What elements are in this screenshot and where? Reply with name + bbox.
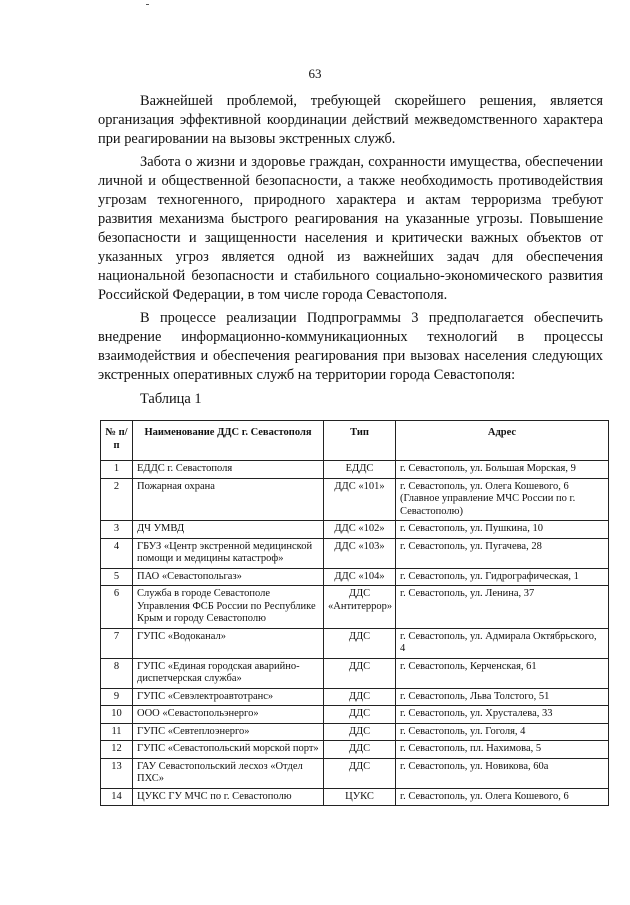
cell-name: ЦУКС ГУ МЧС по г. Севастополю xyxy=(133,788,324,806)
cell-name: Служба в городе Севастополе Управления ФСБ России по Республике Крым и городу Севастополю xyxy=(133,586,324,629)
cell-address: г. Севастополь, ул. Гидрографическая, 1 xyxy=(396,568,609,586)
cell-name: ГУПС «Единая городская аварийно-диспетчерская служба» xyxy=(133,658,324,688)
dds-table xyxy=(100,420,609,806)
cell-number: 4 xyxy=(101,538,133,568)
cell-number: 14 xyxy=(101,788,133,806)
cell-address: г. Севастополь, ул. Ленина, 37 xyxy=(396,586,609,629)
cell-type: ДДС xyxy=(324,658,396,688)
cell-address: г. Севастополь, ул. Новикова, 60а xyxy=(396,758,609,788)
page-number: 63 xyxy=(308,66,322,81)
table-row xyxy=(101,568,609,586)
cell-address: г. Севастополь, Керченская, 61 xyxy=(396,658,609,688)
header-address: Адрес xyxy=(396,421,609,461)
cell-address: г. Севастополь, ул. Гоголя, 4 xyxy=(396,723,609,741)
cell-number: 12 xyxy=(101,741,133,759)
table-row xyxy=(101,723,609,741)
cell-number: 6 xyxy=(101,586,133,629)
cell-type: ДДС «Антитеррор» xyxy=(324,586,396,629)
table-row xyxy=(101,521,609,539)
paragraph-1: Важнейшей проблемой, требующей скорейшего решения, является организация эффективной координации действий межведомственного характера при реагировании на вызовы экстренных служб. xyxy=(98,93,603,147)
table-row xyxy=(101,788,609,806)
cell-address: г. Севастополь, Льва Толстого, 51 xyxy=(396,688,609,706)
cell-name: ГУПС «Севастопольский морской порт» xyxy=(133,741,324,759)
table-row xyxy=(101,741,609,759)
cell-name: ГУПС «Севэлектроавтотранс» xyxy=(133,688,324,706)
table-row xyxy=(101,706,609,724)
cell-name: ГАУ Севастопольский лесхоз «Отдел ПХС» xyxy=(133,758,324,788)
cell-name: ООО «Севастопольэнерго» xyxy=(133,706,324,724)
cell-number: 10 xyxy=(101,706,133,724)
cell-type: ДДС xyxy=(324,758,396,788)
cell-type: ДДС «104» xyxy=(324,568,396,586)
cell-address: г. Севастополь, ул. Олега Кошевого, 6 xyxy=(396,788,609,806)
table-row xyxy=(101,658,609,688)
cell-address: г. Севастополь, ул. Пугачева, 28 xyxy=(396,538,609,568)
cell-number: 2 xyxy=(101,478,133,521)
cell-address: г. Севастополь, ул. Олега Кошевого, 6 (Главное управление МЧС России по г. Севастополю) xyxy=(396,478,609,521)
cell-address: г. Севастополь, пл. Нахимова, 5 xyxy=(396,741,609,759)
cell-type: ДДС xyxy=(324,628,396,658)
cell-type: ДДС «103» xyxy=(324,538,396,568)
cell-type: ЦУКС xyxy=(324,788,396,806)
cell-type: ДДС xyxy=(324,688,396,706)
cell-type: ДДС «101» xyxy=(324,478,396,521)
table-row xyxy=(101,586,609,629)
cell-type: ЕДДС xyxy=(324,461,396,479)
table-header-row xyxy=(101,421,609,461)
cell-number: 5 xyxy=(101,568,133,586)
scan-speck xyxy=(146,4,149,5)
cell-number: 8 xyxy=(101,658,133,688)
cell-type: ДДС xyxy=(324,706,396,724)
cell-number: 7 xyxy=(101,628,133,658)
cell-address: г. Севастополь, ул. Адмирала Октябрьского, 4 xyxy=(396,628,609,658)
cell-type: ДДС xyxy=(324,723,396,741)
cell-name: ГУПС «Водоканал» xyxy=(133,628,324,658)
cell-number: 11 xyxy=(101,723,133,741)
table-row xyxy=(101,628,609,658)
table-row xyxy=(101,758,609,788)
cell-name: ГБУЗ «Центр экстренной медицинской помощи и медицины катастроф» xyxy=(133,538,324,568)
table-row xyxy=(101,538,609,568)
paragraph-3: В процессе реализации Подпрограммы 3 предполагается обеспечить внедрение информационно-коммуникационных технологий в процессы взаимодействия и обеспечения реагирования при вызовах населения следующих экстренных оперативных служб на территории города Севастополя: xyxy=(98,310,603,383)
header-type: Тип xyxy=(324,421,396,461)
body-text xyxy=(98,92,603,389)
cell-address: г. Севастополь, ул. Пушкина, 10 xyxy=(396,521,609,539)
cell-name: ГУПС «Севтеплоэнерго» xyxy=(133,723,324,741)
cell-type: ДДС «102» xyxy=(324,521,396,539)
cell-number: 3 xyxy=(101,521,133,539)
table-row xyxy=(101,478,609,521)
table-row xyxy=(101,688,609,706)
cell-name: ЕДДС г. Севастополя xyxy=(133,461,324,479)
cell-type: ДДС xyxy=(324,741,396,759)
cell-number: 9 xyxy=(101,688,133,706)
header-name: Наименование ДДС г. Севастополя xyxy=(133,421,324,461)
table-row xyxy=(101,461,609,479)
cell-name: ДЧ УМВД xyxy=(133,521,324,539)
table-caption: Таблица 1 xyxy=(140,391,202,407)
cell-number: 13 xyxy=(101,758,133,788)
cell-number: 1 xyxy=(101,461,133,479)
cell-address: г. Севастополь, ул. Хрусталева, 33 xyxy=(396,706,609,724)
paragraph-2: Забота о жизни и здоровье граждан, сохранности имущества, обеспечении личной и общественной безопасности, а также необходимость противодействия угрозам техногенного, природного характера и актам терроризма требуют развития механизма быстрого реагирования на указанные угрозы. Повышение безопасности и защищенности населения и критически важных объектов от указанных угроз является одной из важнейших задач для обеспечения национальной безопасности и стабильного социально-экономического развития Российской Федерации, в том числе города Севастополя. xyxy=(98,154,603,303)
cell-name: Пожарная охрана xyxy=(133,478,324,521)
cell-address: г. Севастополь, ул. Большая Морская, 9 xyxy=(396,461,609,479)
cell-name: ПАО «Севастопольгаз» xyxy=(133,568,324,586)
header-number: № п/п xyxy=(101,421,133,461)
